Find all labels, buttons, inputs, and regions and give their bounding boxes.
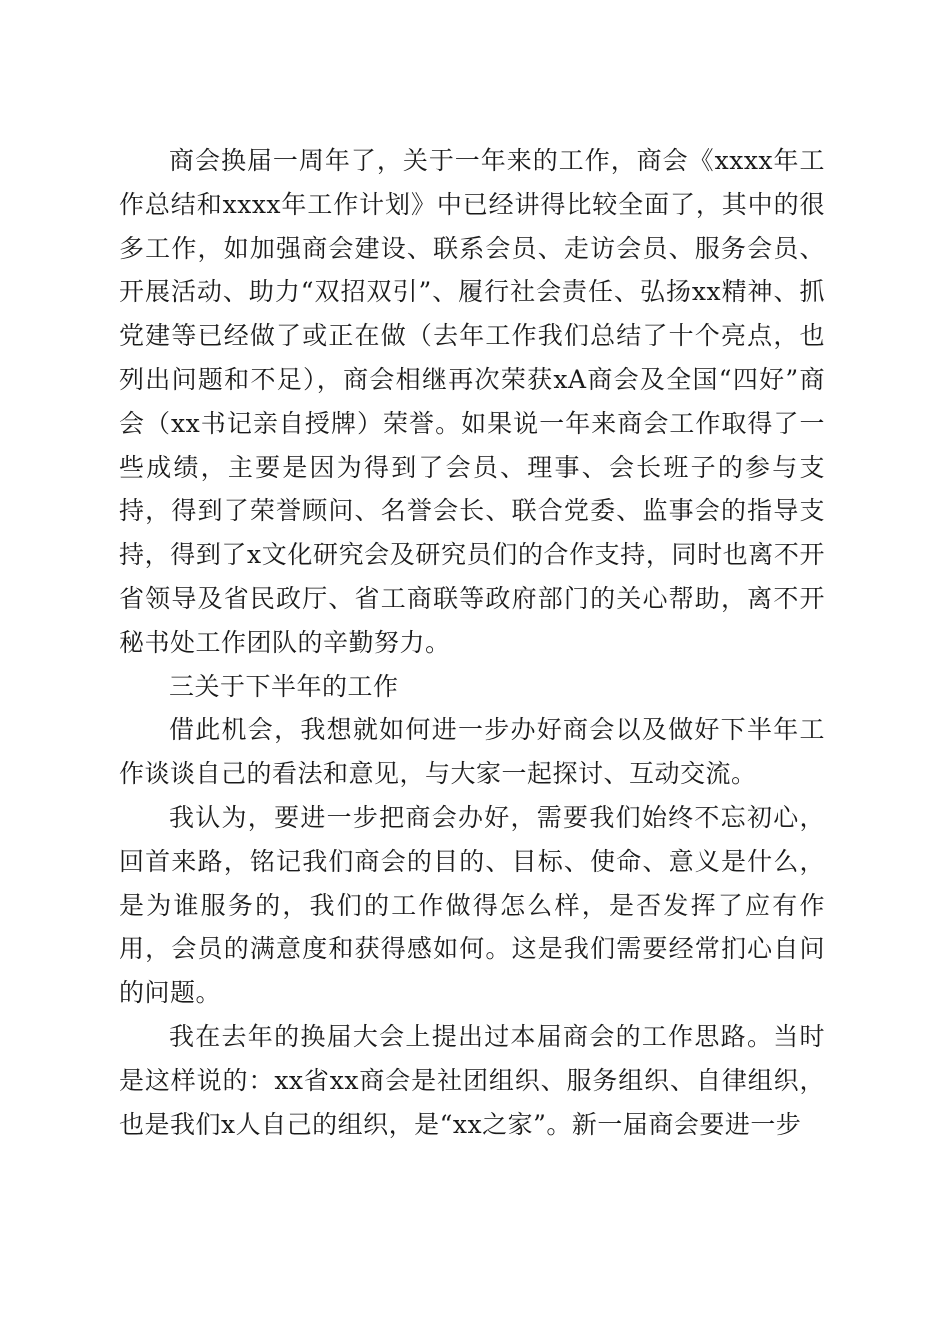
paragraph-work-approach: 我在去年的换届大会上提出过本届商会的工作思路。当时是这样说的：xx省xx商会是社团组织、服务组织、自律组织，也是我们x人自己的组织，是“xx之家”。新一届商会要进一步 xyxy=(119,1021,825,1139)
paragraph-opportunity: 借此机会，我想就如何进一步办好商会以及做好下半年工作谈谈自己的看法和意见，与大家一起探讨、互动交流。 xyxy=(119,715,825,789)
paragraph-original-aspiration: 我认为，要进一步把商会办好，需要我们始终不忘初心，回首来路，铭记我们商会的目的、目标、使命、意义是什么，是为谁服务的，我们的工作做得怎么样，是否发挥了应有作用，会员的满意度和获得感如何。这是我们需要经常扪心自问的问题。 xyxy=(119,802,825,1008)
paragraph-work-review: 商会换届一周年了，关于一年来的工作，商会《xxxx年工作总结和xxxx年工作计划》中已经讲得比较全面了，其中的很多工作，如加强商会建设、联系会员、走访会员、服务会员、开展活动、助力“双招双引”、履行社会责任、弘扬xx精神、抓党建等已经做了或正在做（去年工作我们总结了十个亮点，也列出问题和不足），商会相继再次荣获xA商会及全国“四好”商会（xx书记亲自授牌）荣誉。如果说一年来商会工作取得了一些成绩，主要是因为得到了会员、理事、会长班子的参与支持，得到了荣誉顾问、名誉会长、联合党委、监事会的指导支持，得到了x文化研究会及研究员们的合作支持，同时也离不开省领导及省民政厅、省工商联等政府部门的关心帮助，离不开秘书处工作团队的辛勤努力。 xyxy=(119,146,825,657)
section-heading-second-half: 三关于下半年的工作 xyxy=(169,671,399,701)
document-body xyxy=(119,139,825,1146)
